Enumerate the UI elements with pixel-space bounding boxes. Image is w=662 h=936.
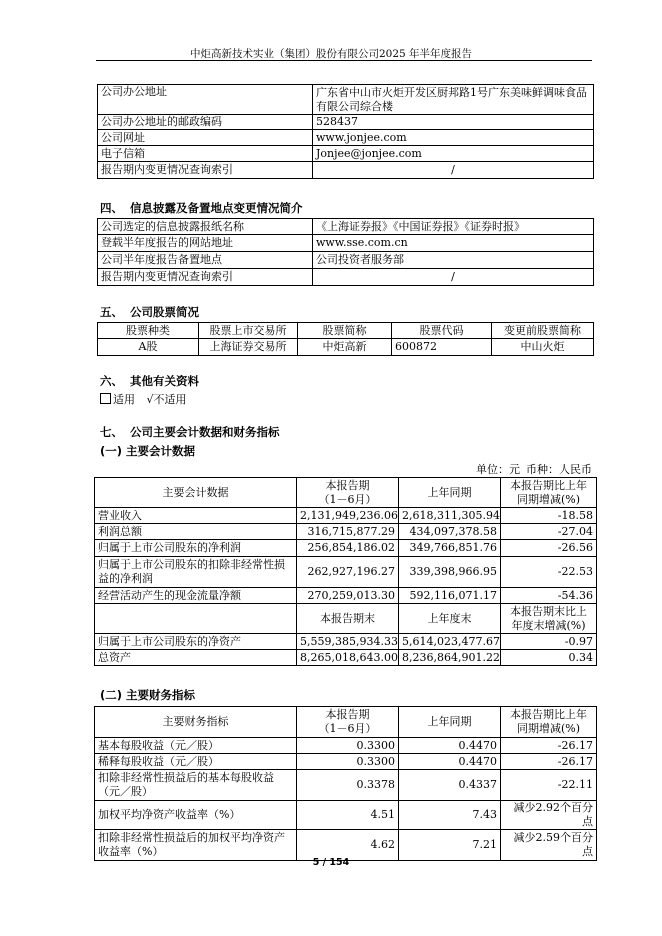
- table-cell: 4.62: [297, 830, 399, 861]
- table-cell: Jonjee@jonjee.com: [313, 146, 594, 162]
- section-number: 六、: [100, 374, 123, 388]
- table-cell: 2,618,311,305.94: [399, 508, 501, 524]
- table-cell: 归属于上市公司股东的净利润: [95, 540, 297, 557]
- table-header-cell: 股票上市交易所: [199, 323, 298, 339]
- table-cell: 《上海证券报》《中国证券报》《证券时报》: [313, 219, 594, 235]
- table-cell: 339,398,966.95: [399, 557, 501, 588]
- table-header-cell: 本报告期末: [297, 604, 399, 634]
- table-header-cell: 主要财务指标: [95, 707, 297, 738]
- table-cell: -26.17: [501, 738, 597, 754]
- accounting-data-table: [94, 477, 597, 666]
- table-row: [95, 524, 597, 540]
- table-cell: 总资产: [95, 650, 297, 666]
- table-header-cell: 股票代码: [392, 323, 492, 339]
- table-cell: 5,559,385,934.33: [297, 634, 399, 650]
- table-row: [98, 339, 594, 356]
- table-cell: -0.97: [501, 634, 597, 650]
- table-cell: 349,766,851.76: [399, 540, 501, 557]
- table-cell: 公司选定的信息披露报纸名称: [98, 219, 313, 235]
- table-header-row: [95, 604, 597, 634]
- option-applicable: 适用: [113, 393, 135, 406]
- table-row: [98, 85, 594, 115]
- section-5-heading: [100, 304, 199, 320]
- section-number: 四、: [100, 201, 123, 215]
- table-cell: 扣除非经常性损益后的加权平均净资产收益率（%）: [95, 830, 297, 861]
- table-cell: -18.58: [501, 508, 597, 524]
- table-row: [98, 162, 594, 179]
- section-6-heading: [100, 373, 199, 389]
- table-header-cell: [95, 604, 297, 634]
- table-header-cell: 主要会计数据: [95, 478, 297, 508]
- table-cell: 减少2.92个百分点: [501, 801, 597, 830]
- table-cell: 报告期内变更情况查询索引: [98, 269, 313, 286]
- table-cell: 营业收入: [95, 508, 297, 524]
- table-cell: 公司办公地址的邮政编码: [98, 115, 313, 130]
- section-number: 五、: [100, 305, 123, 319]
- table-cell: 加权平均净资产收益率（%）: [95, 801, 297, 830]
- section-title: 其他有关资料: [130, 374, 199, 388]
- table-cell: 5,614,023,477.67: [399, 634, 501, 650]
- table-cell: 0.3378: [297, 770, 399, 801]
- table-row: [95, 650, 597, 666]
- table-cell: 592,116,071.17: [399, 588, 501, 604]
- table-cell: 经营活动产生的现金流量净额: [95, 588, 297, 604]
- table-header-cell: 上年度末: [399, 604, 501, 634]
- table-cell: 0.4337: [399, 770, 501, 801]
- table-row: [98, 235, 594, 252]
- table-cell: 报告期内变更情况查询索引: [98, 162, 313, 179]
- contact-table: [97, 84, 594, 179]
- table-header-cell: 变更前股票简称: [492, 323, 594, 339]
- table-cell: 电子信箱: [98, 146, 313, 162]
- table-header-cell: 本报告期末比上 年度末增减(%): [501, 604, 597, 634]
- table-row: [98, 219, 594, 235]
- table-cell: 公司投资者服务部: [313, 252, 594, 269]
- table-cell: 中炬高新: [298, 339, 392, 356]
- table-cell: A股: [98, 339, 199, 356]
- table-header-cell: 本报告期比上年 同期增减(%): [501, 478, 597, 508]
- section-title: 信息披露及备置地点变更情况简介: [130, 201, 303, 215]
- table-header-cell: 股票简称: [298, 323, 392, 339]
- table-cell: 316,715,877.29: [297, 524, 399, 540]
- section-4-heading: [100, 200, 303, 216]
- unit-label: 单位：元: [476, 463, 520, 476]
- table-cell: -22.53: [501, 557, 597, 588]
- section-7-heading: [100, 424, 280, 440]
- table-header-cell: 本报告期 （1－6月）: [297, 707, 399, 738]
- table-cell: 基本每股收益（元／股）: [95, 738, 297, 754]
- option-not-applicable: 不适用: [153, 393, 187, 406]
- table-cell: 广东省中山市火炬开发区厨邦路1号广东美味鲜调味食品有限公司综合楼: [313, 85, 594, 115]
- table-header-cell: 上年同期: [399, 478, 501, 508]
- table-cell: -26.17: [501, 754, 597, 770]
- subsection-financial-indicators-heading: (二) 主要财务指标: [100, 688, 196, 702]
- table-row: [98, 146, 594, 162]
- table-cell: www.jonjee.com: [313, 130, 594, 146]
- table-cell: 0.34: [501, 650, 597, 666]
- unit-currency-line: [470, 461, 592, 477]
- table-cell: 公司半年度报告备置地点: [98, 252, 313, 269]
- table-cell: 262,927,196.27: [297, 557, 399, 588]
- table-cell: 上海证券交易所: [199, 339, 298, 356]
- table-cell: 8,236,864,901.22: [399, 650, 501, 666]
- table-cell: 扣除非经常性损益后的基本每股收益（元／股）: [95, 770, 297, 801]
- table-row: [98, 252, 594, 269]
- table-row: [95, 738, 597, 754]
- table-header-row: [98, 323, 594, 339]
- checkmark-icon: √: [146, 393, 154, 406]
- table-row: [98, 269, 594, 286]
- table-cell: 434,097,378.58: [399, 524, 501, 540]
- section-title: 公司主要会计数据和财务指标: [130, 425, 280, 439]
- financial-indicators-table: [94, 706, 597, 861]
- table-row: [95, 557, 597, 588]
- header-divider: [96, 60, 592, 61]
- table-cell: 0.4470: [399, 738, 501, 754]
- table-cell: 270,259,013.30: [297, 588, 399, 604]
- table-cell: 528437: [313, 115, 594, 130]
- table-cell: 2,131,949,236.06: [297, 508, 399, 524]
- stock-table: [97, 322, 594, 356]
- table-cell: -22.11: [501, 770, 597, 801]
- table-cell: 减少2.59个百分点: [501, 830, 597, 861]
- table-cell: -27.04: [501, 524, 597, 540]
- table-cell: -26.56: [501, 540, 597, 557]
- table-cell: 利润总额: [95, 524, 297, 540]
- applicability-options: [100, 391, 187, 407]
- table-cell: 0.3300: [297, 738, 399, 754]
- table-cell: 600872: [392, 339, 492, 356]
- table-cell: 7.43: [399, 801, 501, 830]
- table-row: [95, 801, 597, 830]
- table-row: [95, 588, 597, 604]
- currency-label: 币种：人民币: [526, 463, 592, 476]
- table-row: [95, 540, 597, 557]
- table-cell: /: [313, 269, 594, 286]
- table-row: [95, 830, 597, 861]
- section-number: 七、: [100, 425, 123, 439]
- table-cell: 256,854,186.02: [297, 540, 399, 557]
- table-cell: 公司网址: [98, 130, 313, 146]
- table-header-cell: 上年同期: [399, 707, 501, 738]
- table-row: [95, 634, 597, 650]
- table-cell: www.sse.com.cn: [313, 235, 594, 252]
- table-cell: 0.4470: [399, 754, 501, 770]
- table-cell: /: [313, 162, 594, 179]
- table-cell: 归属于上市公司股东的净资产: [95, 634, 297, 650]
- table-cell: 7.21: [399, 830, 501, 861]
- subsection-accounting-heading: (一) 主要会计数据: [100, 444, 196, 458]
- page-header-title: 中炬高新技术实业（集团）股份有限公司2025 年半年度报告: [189, 48, 473, 60]
- table-cell: 中山火炬: [492, 339, 594, 356]
- table-header-row: [95, 707, 597, 738]
- unchecked-box-icon: [100, 393, 111, 404]
- table-row: [95, 754, 597, 770]
- table-cell: 4.51: [297, 801, 399, 830]
- table-cell: 稀释每股收益（元／股）: [95, 754, 297, 770]
- table-cell: 登载半年度报告的网站地址: [98, 235, 313, 252]
- table-cell: 0.3300: [297, 754, 399, 770]
- table-row: [95, 770, 597, 801]
- table-header-cell: 本报告期比上年 同期增减(%): [501, 707, 597, 738]
- page-number: 5 / 154: [312, 857, 350, 868]
- table-header-cell: 股票种类: [98, 323, 199, 339]
- table-cell: 归属于上市公司股东的扣除非经常性损益的净利润: [95, 557, 297, 588]
- table-row: [98, 130, 594, 146]
- table-cell: -54.36: [501, 588, 597, 604]
- table-row: [98, 115, 594, 130]
- table-row: [95, 508, 597, 524]
- table-cell: 公司办公地址: [98, 85, 313, 115]
- disclosure-table: [97, 218, 594, 286]
- table-header-row: [95, 478, 597, 508]
- section-title: 公司股票简况: [130, 305, 199, 319]
- table-header-cell: 本报告期 （1－6月）: [297, 478, 399, 508]
- table-cell: 8,265,018,643.00: [297, 650, 399, 666]
